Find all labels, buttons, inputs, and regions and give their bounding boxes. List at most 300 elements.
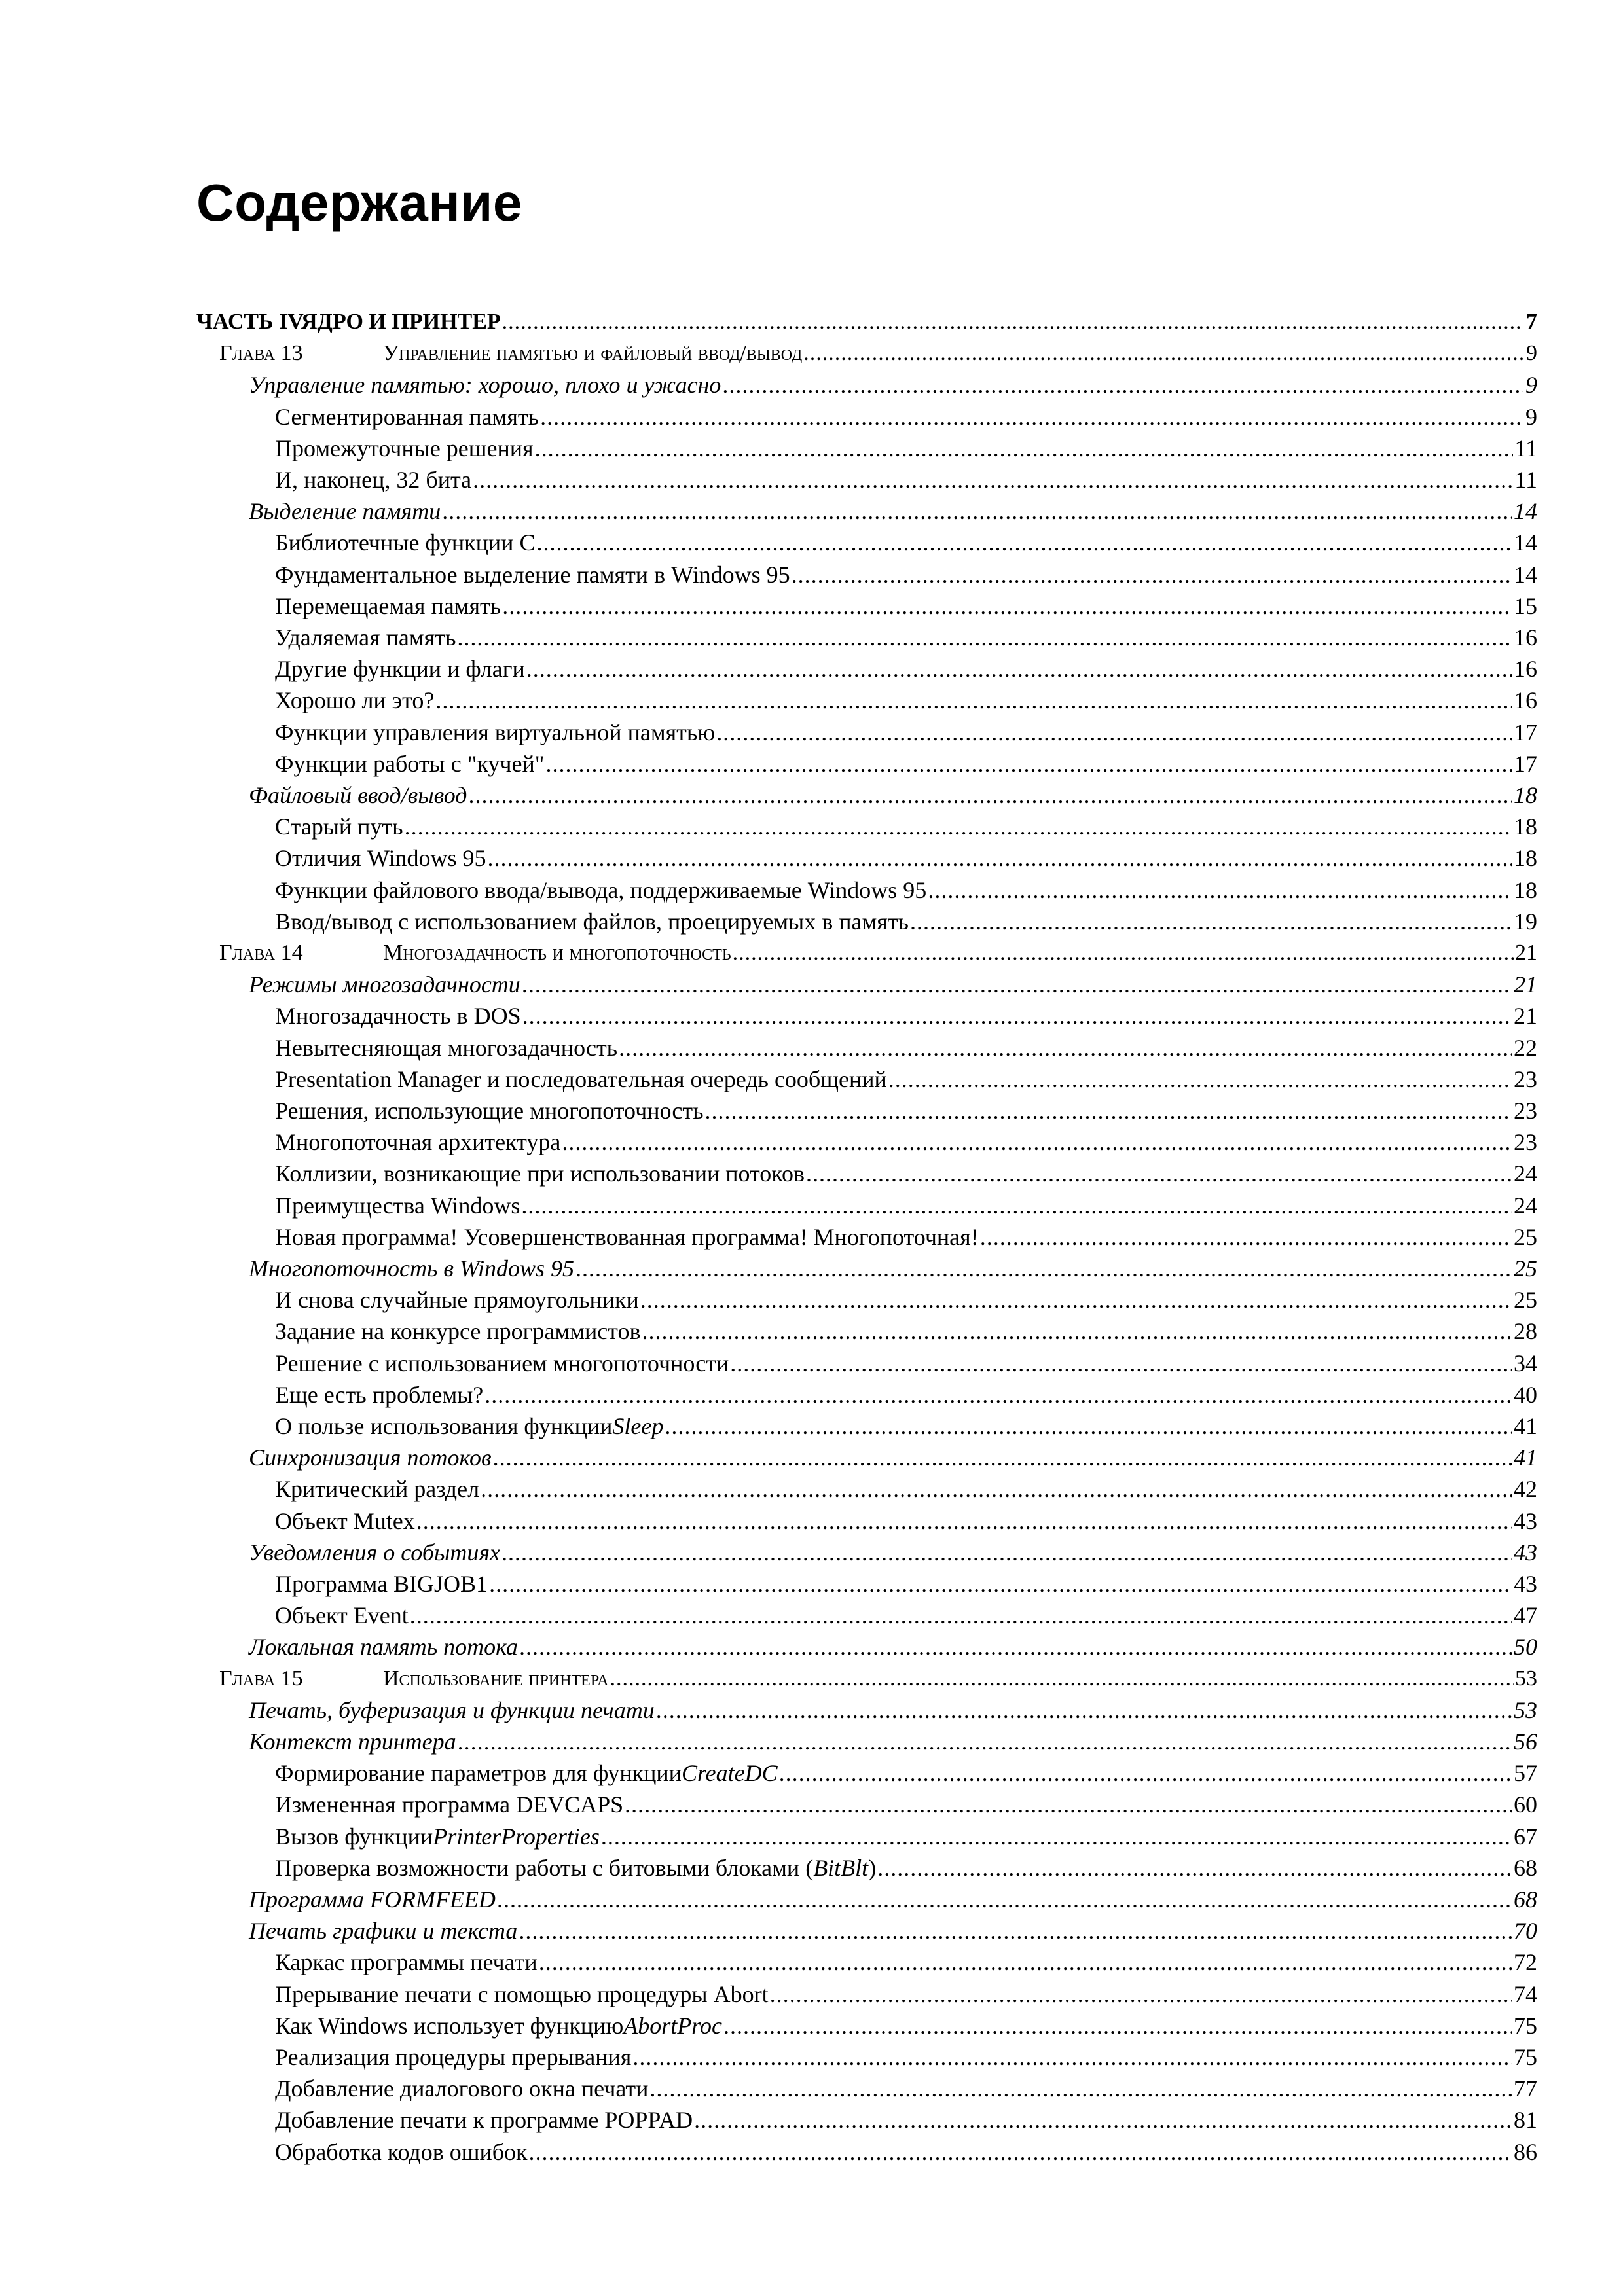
dot-leader	[405, 812, 1512, 841]
toc-entry-number: Глава 13	[219, 341, 303, 365]
toc-entry-page-number: 23	[1514, 1129, 1537, 1155]
toc-entry-text: Удаляемая память	[275, 624, 456, 651]
toc-entry-page-number: 43	[1514, 1571, 1537, 1597]
toc-entry-label	[275, 1159, 805, 1188]
toc-entry-page-number: 9	[1525, 372, 1537, 398]
toc-entry-sub[interactable]	[275, 623, 1537, 652]
dot-leader	[640, 1285, 1512, 1314]
dot-leader	[779, 1759, 1512, 1787]
toc-entry-page-number: 17	[1514, 751, 1537, 777]
dot-leader	[619, 1033, 1512, 1062]
dot-leader	[488, 844, 1512, 872]
toc-entry-sub[interactable]	[275, 2011, 1537, 2040]
dot-leader	[733, 939, 1514, 967]
toc-entry-label	[275, 1948, 538, 1977]
toc-entry-sec[interactable]	[249, 970, 1537, 999]
toc-entry-sub[interactable]	[275, 465, 1537, 494]
toc-entry-page-number: 28	[1514, 1318, 1537, 1344]
toc-entry-chap[interactable]	[219, 339, 1537, 368]
toc-entry-label	[275, 1822, 600, 1851]
toc-entry-text: Уведомления о событиях	[249, 1539, 501, 1566]
toc-entry-text: Многозадачность в DOS	[275, 1003, 521, 1029]
toc-entry-text: Прерывание печати с помощью процедуры Abort	[275, 1981, 769, 2007]
toc-entry-page-number: 34	[1514, 1350, 1537, 1376]
toc-entry-text: Коллизии, возникающие при использовании потоков	[275, 1160, 805, 1187]
toc-entry-sub[interactable]	[275, 1854, 1537, 1882]
toc-entry-text: Режимы многозадачности	[249, 971, 520, 997]
toc-entry-text: Библиотечные функции С	[275, 529, 536, 556]
dot-leader	[562, 1128, 1512, 1157]
dot-leader	[649, 2074, 1512, 2103]
toc-entry-text: Преимущества Windows	[275, 1193, 520, 1219]
toc-entry-text: Добавление печати к программе POPPAD	[275, 2107, 693, 2133]
toc-entry-label	[275, 749, 544, 778]
toc-entry-page-number: 75	[1514, 2013, 1537, 2039]
dot-leader	[435, 686, 1512, 715]
dot-leader	[526, 655, 1512, 683]
toc-entry-sub[interactable]	[275, 403, 1537, 431]
toc-entry-sec[interactable]	[249, 1632, 1537, 1661]
toc-entry-sub[interactable]	[275, 812, 1537, 841]
toc-entry-italic-term: Sleep	[612, 1413, 664, 1439]
dot-leader	[416, 1507, 1512, 1535]
toc-entry-label	[249, 1443, 492, 1472]
toc-entry-page-number: 11	[1514, 467, 1537, 493]
dot-leader	[469, 781, 1512, 810]
dot-leader	[575, 1254, 1512, 1283]
toc-entry-page-number: 15	[1514, 593, 1537, 619]
dot-leader	[522, 1001, 1512, 1030]
toc-entry-text: Вызов функции	[275, 1823, 433, 1850]
toc-entry-sub[interactable]	[275, 1380, 1537, 1409]
toc-entry-sub[interactable]	[275, 1475, 1537, 1503]
toc-entry-sub[interactable]	[275, 1317, 1537, 1346]
toc-entry-part[interactable]	[196, 308, 1537, 336]
toc-entry-text: Многопоточная архитектура	[275, 1129, 561, 1155]
toc-entry-text: Печать, буферизация и функции печати	[249, 1697, 655, 1723]
toc-entry-sub[interactable]	[275, 1159, 1537, 1188]
toc-entry-label	[249, 1632, 518, 1661]
toc-entry-page-number: 57	[1514, 1760, 1537, 1786]
toc-entry-text: Другие функции и флаги	[275, 656, 525, 682]
toc-entry-text: Контекст принтера	[249, 1729, 456, 1755]
dot-leader	[519, 1632, 1512, 1661]
toc-entry-label	[275, 1601, 409, 1630]
toc-entry-sec[interactable]	[249, 1443, 1537, 1472]
toc-entry-page-number: 16	[1514, 687, 1537, 713]
toc-entry-page-number: 24	[1514, 1193, 1537, 1219]
toc-entry-text: Невытесняющая многозадачность	[275, 1035, 618, 1061]
toc-entry-page-number: 68	[1514, 1855, 1537, 1881]
toc-entry-italic-term: AbortProc	[623, 2013, 722, 2039]
toc-entry-sub[interactable]	[275, 434, 1537, 463]
toc-entry-label	[275, 1570, 488, 1598]
toc-entry-label	[275, 1790, 623, 1819]
toc-entry-number: ЧАСТЬ IV	[196, 310, 304, 334]
dot-leader	[642, 1317, 1512, 1346]
dot-leader	[501, 1538, 1512, 1567]
toc-entry-label	[275, 1349, 729, 1378]
toc-entry-label	[275, 686, 434, 715]
toc-entry-sub[interactable]	[275, 1285, 1537, 1314]
toc-entry-label	[275, 1285, 639, 1314]
dot-leader	[458, 1727, 1512, 1756]
toc-entry-text: И снова случайные прямоугольники	[275, 1287, 639, 1313]
toc-entry-page-number: 42	[1514, 1476, 1537, 1502]
toc-entry-page-number: 7	[1526, 310, 1537, 334]
toc-entry-sub[interactable]	[275, 907, 1537, 936]
toc-entry-label	[275, 844, 486, 872]
toc-entry-text: Управление памятью и файловый ввод/вывод	[383, 341, 803, 365]
toc-entry-sec[interactable]	[249, 1696, 1537, 1725]
toc-entry-label	[275, 1475, 479, 1503]
dot-leader	[457, 623, 1512, 652]
toc-entry-text: Объект Mutex	[275, 1508, 415, 1534]
dot-leader	[502, 592, 1512, 620]
toc-entry-page-number: 18	[1514, 782, 1537, 808]
toc-entry-page-number: 16	[1514, 656, 1537, 682]
toc-entry-page-number: 19	[1514, 908, 1537, 935]
toc-entry-label	[275, 876, 926, 905]
toc-entry-sub[interactable]	[275, 1790, 1537, 1819]
toc-entry-text: Программа BIGJOB1	[275, 1571, 488, 1597]
toc-entry-label	[249, 1254, 574, 1283]
dot-leader	[722, 370, 1523, 399]
toc-entry-label	[275, 1854, 876, 1882]
toc-entry-label	[249, 1727, 456, 1756]
toc-entry-sub[interactable]	[275, 560, 1537, 589]
toc-entry-sub[interactable]	[275, 1191, 1537, 1220]
toc-entry-page-number: 14	[1514, 562, 1537, 588]
toc-entry-label	[275, 1380, 483, 1409]
toc-entry-page-number: 21	[1514, 971, 1537, 997]
toc-entry-text: Управление памятью: хорошо, плохо и ужасно	[249, 372, 721, 398]
dot-leader	[694, 2106, 1512, 2134]
toc-entry-label	[249, 970, 520, 999]
toc-entry-sub[interactable]	[275, 2138, 1537, 2166]
toc-entry-sub[interactable]	[275, 1065, 1537, 1094]
dot-leader	[473, 465, 1513, 494]
toc-entry-sub[interactable]	[275, 1570, 1537, 1598]
toc-entry-label	[196, 308, 501, 336]
toc-entry-label	[275, 1065, 887, 1094]
toc-entry-text: Сегментированная память	[275, 404, 539, 430]
toc-entry-sub[interactable]	[275, 1223, 1537, 1251]
toc-entry-label	[249, 497, 441, 526]
dot-leader	[489, 1570, 1512, 1598]
toc-entry-sub[interactable]	[275, 686, 1537, 715]
toc-entry-label	[275, 2011, 722, 2040]
toc-entry-sub[interactable]	[275, 1822, 1537, 1851]
toc-entry-text: Многопоточность в Windows 95	[249, 1255, 575, 1282]
toc-entry-text: Старый путь	[275, 814, 403, 840]
dot-leader	[535, 434, 1514, 463]
toc-entry-sec[interactable]	[249, 781, 1537, 810]
toc-entry-label	[275, 623, 456, 652]
toc-entry-page-number: 18	[1514, 877, 1537, 903]
toc-entry-page-number: 18	[1514, 814, 1537, 840]
toc-entry-text: Выделение памяти	[249, 498, 441, 524]
toc-entry-sub[interactable]	[275, 528, 1537, 557]
toc-entry-text: Формирование параметров для функции	[275, 1760, 682, 1786]
toc-entry-italic-term: PrinterProperties	[433, 1823, 600, 1850]
dot-leader	[705, 1096, 1513, 1125]
toc-entry-text: Presentation Manager и последовательная очередь сообщений	[275, 1066, 887, 1092]
toc-entry-sub[interactable]	[275, 749, 1537, 778]
dot-leader	[442, 497, 1512, 526]
dot-leader	[493, 1443, 1512, 1472]
toc-entry-sub[interactable]	[275, 1349, 1537, 1378]
dot-leader	[529, 2138, 1512, 2166]
toc-entry-text: Промежуточные решения	[275, 435, 534, 461]
dot-leader	[539, 1948, 1512, 1977]
dot-leader	[484, 1380, 1512, 1409]
toc-entry-page-number: 24	[1514, 1160, 1537, 1187]
toc-entry-sub[interactable]	[275, 2074, 1537, 2103]
toc-entry-sub[interactable]	[275, 1412, 1537, 1441]
toc-entry-label	[275, 1507, 415, 1535]
toc-entry-text: Объект Event	[275, 1602, 409, 1628]
toc-entry-text: Задание на конкурсе программистов	[275, 1318, 641, 1344]
dot-leader	[521, 1191, 1512, 1220]
toc-entry-number: Глава 15	[219, 1666, 303, 1691]
toc-entry-label	[275, 592, 501, 620]
dot-leader	[770, 1980, 1512, 2009]
toc-entry-page-number: 22	[1514, 1035, 1537, 1061]
toc-entry-sec[interactable]	[249, 1254, 1537, 1283]
toc-entry-page-number: 81	[1514, 2107, 1537, 2133]
toc-entry-label	[275, 528, 535, 557]
toc-entry-page-number: 56	[1514, 1729, 1537, 1755]
toc-entry-text: Файловый ввод/вывод	[249, 782, 467, 808]
toc-entry-text: Каркас программы печати	[275, 1949, 538, 1975]
toc-entry-sub[interactable]	[275, 655, 1537, 683]
toc-entry-page-number: 21	[1515, 941, 1537, 965]
toc-entry-page-number: 53	[1515, 1666, 1537, 1691]
toc-entry-text: Решения, использующие многопоточность	[275, 1098, 704, 1124]
toc-entry-text: Синхронизация потоков	[249, 1444, 492, 1471]
toc-entry-text: Многозадачность и многопоточность	[383, 941, 731, 965]
toc-entry-page-number: 53	[1514, 1697, 1537, 1723]
toc-entry-sub[interactable]	[275, 1128, 1537, 1157]
dot-leader	[540, 403, 1523, 431]
toc-entry-page-number: 11	[1514, 435, 1537, 461]
toc-entry-sec[interactable]	[249, 1885, 1537, 1914]
toc-entry-sub[interactable]	[275, 592, 1537, 620]
toc-entry-text: Обработка кодов ошибок	[275, 2139, 528, 2165]
toc-entry-page-number: 40	[1514, 1382, 1537, 1408]
toc-entry-sec[interactable]	[249, 1727, 1537, 1756]
toc-entry-label	[249, 1538, 500, 1567]
dot-leader	[716, 718, 1512, 747]
dot-leader	[877, 1854, 1512, 1882]
toc-entry-sub[interactable]	[275, 718, 1537, 747]
dot-leader	[601, 1822, 1512, 1851]
toc-entry-text: ЯДРО И ПРИНТЕР	[301, 310, 501, 334]
dot-leader	[730, 1349, 1512, 1378]
toc-entry-label	[275, 2043, 631, 2072]
dot-leader	[910, 907, 1512, 936]
toc-entry-sub[interactable]	[275, 2043, 1537, 2072]
toc-entry-text: Реализация процедуры прерывания	[275, 2044, 632, 2070]
dot-leader	[980, 1223, 1512, 1251]
toc-entry-sub[interactable]	[275, 1507, 1537, 1535]
dot-leader	[502, 308, 1523, 336]
toc-entry-text: Отличия Windows 95	[275, 845, 486, 871]
toc-entry-text: Функции работы с "кучей"	[275, 751, 545, 777]
toc-entry-label	[275, 1759, 778, 1787]
toc-entry-text: Функции файлового ввода/вывода, поддерживаемые Windows 95	[275, 877, 927, 903]
toc-entry-text: Функции управления виртуальной памятью	[275, 719, 716, 745]
toc-entry-italic-term: BitBlt	[813, 1855, 869, 1881]
dot-leader	[665, 1412, 1512, 1441]
toc-entry-text: Измененная программа DEVCAPS	[275, 1791, 624, 1818]
toc-entry-page-number: 9	[1526, 341, 1537, 365]
toc-entry-label	[275, 1191, 520, 1220]
toc-entry-text: Решение с использованием многопоточности	[275, 1350, 729, 1376]
toc-entry-label	[275, 1980, 769, 2009]
toc-entry-label	[275, 1096, 704, 1125]
toc-entry-page-number: 86	[1514, 2139, 1537, 2165]
dot-leader	[806, 1159, 1512, 1188]
toc-entry-page-number: 67	[1514, 1823, 1537, 1850]
dot-leader	[497, 1885, 1512, 1914]
dot-leader	[723, 2011, 1512, 2040]
toc-entry-page-number: 23	[1514, 1098, 1537, 1124]
toc-entry-label	[275, 1001, 521, 1030]
dot-leader	[610, 1664, 1514, 1693]
toc-entry-label	[275, 718, 715, 747]
dot-leader	[410, 1601, 1512, 1630]
toc-entry-page-number: 77	[1514, 2075, 1537, 2102]
dot-leader	[481, 1475, 1512, 1503]
toc-entry-label	[249, 370, 721, 399]
toc-entry-label	[275, 1223, 979, 1251]
toc-entry-page-number: 25	[1514, 1287, 1537, 1313]
toc-entry-page-number: 9	[1525, 404, 1537, 430]
toc-entry-sub[interactable]	[275, 844, 1537, 872]
toc-entry-text: Программа FORMFEED	[249, 1886, 496, 1912]
toc-entry-label	[275, 434, 534, 463]
page-title: Содержание	[196, 173, 522, 232]
toc-entry-label	[275, 655, 525, 683]
toc-entry-sub[interactable]	[275, 1980, 1537, 2009]
toc-entry-page-number: 43	[1514, 1508, 1537, 1534]
dot-leader	[536, 528, 1512, 557]
dot-leader	[519, 1916, 1512, 1945]
toc-entry-number: Глава 14	[219, 941, 303, 965]
toc-entry-page-number: 74	[1514, 1981, 1537, 2007]
toc-entry-label	[275, 1033, 617, 1062]
toc-entry-text: И, наконец, 32 бита	[275, 467, 472, 493]
toc-entry-page-number: 50	[1514, 1634, 1537, 1660]
toc-entry-chap[interactable]	[219, 939, 1537, 967]
toc-entry-label	[275, 1412, 663, 1441]
toc-entry-label	[249, 1916, 517, 1945]
toc-entry-page-number: 72	[1514, 1949, 1537, 1975]
dot-leader	[803, 339, 1523, 368]
toc-entry-text: Добавление диалогового окна печати	[275, 2075, 649, 2102]
toc-entry-sub[interactable]	[275, 1759, 1537, 1787]
toc-entry-sub[interactable]	[275, 1096, 1537, 1125]
toc-entry-text: Использование принтера	[383, 1666, 609, 1691]
toc-entry-text: Критический раздел	[275, 1476, 480, 1502]
toc-entry-page-number: 41	[1514, 1444, 1537, 1471]
dot-leader	[792, 560, 1512, 589]
toc-entry-suffix: )	[868, 1855, 877, 1881]
toc-entry-text: Локальная память потока	[249, 1634, 519, 1660]
toc-entry-label	[275, 2106, 693, 2134]
toc-entry-page-number: 16	[1514, 624, 1537, 651]
toc-entry-label	[249, 781, 467, 810]
toc-entry-page-number: 41	[1514, 1413, 1537, 1439]
dot-leader	[888, 1065, 1512, 1094]
toc-entry-page-number: 43	[1514, 1539, 1537, 1566]
toc-entry-sec[interactable]	[249, 497, 1537, 526]
toc-entry-sec[interactable]	[249, 370, 1537, 399]
toc-entry-text: Ввод/вывод с использованием файлов, проецируемых в память	[275, 908, 909, 935]
toc-entry-sub[interactable]	[275, 1033, 1537, 1062]
toc-entry-label	[275, 907, 909, 936]
toc-entry-label	[275, 465, 471, 494]
toc-entry-label	[219, 939, 731, 967]
toc-entry-label	[275, 1128, 560, 1157]
toc-entry-page-number: 14	[1514, 529, 1537, 556]
dot-leader	[625, 1790, 1512, 1819]
toc-entry-label	[219, 339, 802, 368]
toc-entry-label	[275, 2074, 648, 2103]
dot-leader	[545, 749, 1512, 778]
toc-entry-chap[interactable]	[219, 1664, 1537, 1693]
toc-entry-label	[275, 560, 790, 589]
toc-entry-label	[249, 1696, 655, 1725]
toc-entry-sub[interactable]	[275, 1001, 1537, 1030]
toc-entry-page-number: 14	[1514, 498, 1537, 524]
toc-entry-text: Перемещаемая память	[275, 593, 501, 619]
toc-entry-label	[275, 1317, 640, 1346]
toc-entry-label	[219, 1664, 608, 1693]
toc-entry-page-number: 25	[1514, 1224, 1537, 1250]
toc-entry-text: Печать графики и текста	[249, 1918, 518, 1944]
toc-entry-label	[249, 1885, 496, 1914]
toc-entry-sub[interactable]	[275, 876, 1537, 905]
toc-entry-page-number: 60	[1514, 1791, 1537, 1818]
toc-entry-italic-term: CreateDC	[681, 1760, 778, 1786]
toc-entry-page-number: 25	[1514, 1255, 1537, 1282]
toc-entry-text: Проверка возможности работы с битовыми блоками (	[275, 1855, 814, 1881]
toc-entry-page-number: 17	[1514, 719, 1537, 745]
toc-entry-page-number: 47	[1514, 1602, 1537, 1628]
toc-entry-sec[interactable]	[249, 1538, 1537, 1567]
toc-entry-sub[interactable]	[275, 1601, 1537, 1630]
dot-leader	[928, 876, 1512, 905]
toc-entry-sub[interactable]	[275, 2106, 1537, 2134]
toc-entry-page-number: 18	[1514, 845, 1537, 871]
toc-entry-label	[275, 2138, 528, 2166]
toc-entry-text: Фундаментальное выделение памяти в Windows 95	[275, 562, 790, 588]
toc-entry-text: Новая программа! Усовершенствованная программа! Многопоточная!	[275, 1224, 979, 1250]
toc-entry-page-number: 68	[1514, 1886, 1537, 1912]
toc-entry-page-number: 70	[1514, 1918, 1537, 1944]
toc-entry-page-number: 23	[1514, 1066, 1537, 1092]
toc-entry-page-number: 21	[1514, 1003, 1537, 1029]
toc-entry-sec[interactable]	[249, 1916, 1537, 1945]
toc-entry-sub[interactable]	[275, 1948, 1537, 1977]
toc-entry-text: Как Windows использует функцию	[275, 2013, 624, 2039]
toc-entry-text: Хорошо ли это?	[275, 687, 435, 713]
dot-leader	[522, 970, 1512, 999]
toc-entry-page-number: 75	[1514, 2044, 1537, 2070]
